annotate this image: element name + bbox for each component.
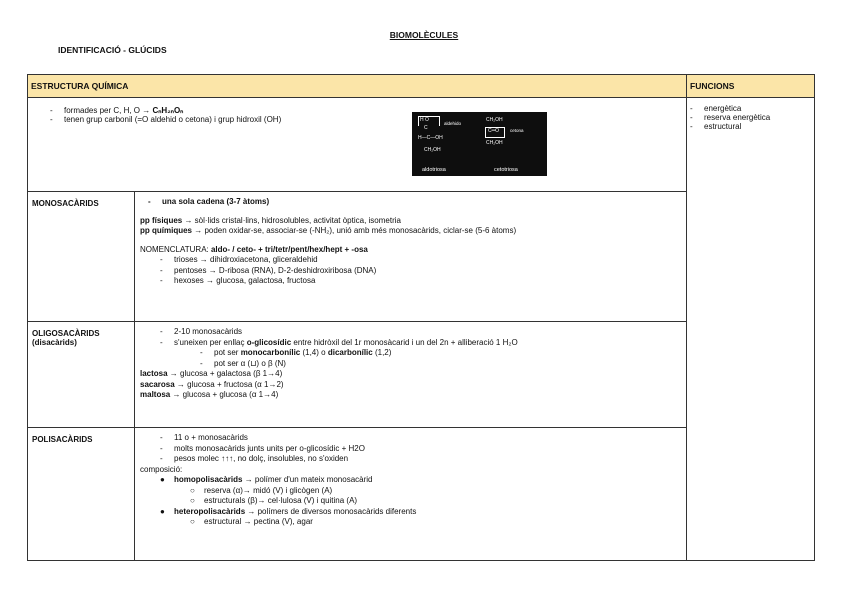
funcio-item: - estructural [690,122,742,131]
monosacarids-section [28,192,686,322]
poli-homo-reserva: ○ reserva (α)→ midó (V) i glicògen (A) [190,485,333,495]
glucids-table [27,74,815,561]
document-subtitle: IDENTIFICACIÓ - GLÚCIDS [58,45,167,55]
poli-hetero: ● heteropolisacàrids → polímers de diversos monosacàrids diferents [160,506,417,516]
keto-row-2: C═O [488,128,500,134]
aldo-row-1: H O [420,117,429,123]
aldotriose-structure [418,116,476,158]
disaccharide-lactosa: lactosa → glucosa + galactosa (β 1→4) [140,369,283,378]
oligo-line-1: - 2-10 monosacàrids [160,327,243,336]
general-section [28,98,686,192]
disaccharide-maltosa: maltosa → glucosa + glucosa (α 1→4) [140,390,279,399]
header-funcions: FUNCIONS [690,81,735,91]
poli-composicio: composició: [140,464,183,474]
oligosacarids-body [135,322,686,427]
list-item: - trioses → dihidroxiacetona, gliceraldehid [160,255,318,264]
oligo-line-4: - pot ser α (⊔) o β (N) [200,358,286,368]
mono-nomenclatura: NOMENCLATURA: aldo- / ceto- + tri/tetr/pent/hex/hept + -osa [140,244,368,254]
general-line-formula: - formades per C, H, O → CₙH₂ₙOₙ [50,106,184,115]
triose-structure-diagram [412,112,547,176]
keto-row-1: CH₂OH [486,117,503,123]
aldo-row-4: CH₂OH [424,147,441,153]
disaccharide-sacarosa: sacarosa → glucosa + fructosa (α 1→2) [140,379,284,389]
list-item: - hexoses → glucosa, galactosa, fructosa [160,276,316,285]
funcions-column [687,98,814,560]
poli-homo: ● homopolisacàrids → polímer d'un mateix monosacàrid [160,475,373,484]
poli-homo-estructurals: ○ estructurals (β)→ cel·lulosa (V) i quitina (A) [190,496,358,505]
polisacarids-label: POLISACÀRIDS [28,428,135,560]
monosacarids-body [135,192,686,321]
poli-line-3: - pesos molec ↑↑↑, no dolç, insolubles, no s'oxiden [160,454,349,463]
general-formula: CₙH₂ₙOₙ [152,106,184,115]
document-title: BIOMOLÈCULES [389,30,459,40]
oligosacarids-section [28,322,686,428]
header-estructura: ESTRUCTURA QUÍMICA [28,75,687,97]
table-body-row [28,98,814,560]
table-header-row [28,75,814,98]
ketone-label: cetona [510,128,524,133]
aldo-row-3: H—C—OH [418,135,443,141]
cetotriose-caption: cetotriosa [494,167,518,173]
mono-line-quimiques: pp químiques → poden oxidar-se, associar-se (-NH₂), unió amb més monosacàrids, ciclar-se (5-6 àtoms) [140,226,517,235]
poli-line-2: - molts monosacàrids junts units per o-glicosídic + H2O [160,443,365,453]
poli-hetero-estructural: ○ estructural → pectina (V), agar [190,517,313,526]
funcio-item: - reserva energètica [690,113,771,122]
aldotriose-caption: aldotriosa [422,167,446,173]
estructura-column [28,98,687,560]
cetotriose-structure [486,116,544,158]
monosacarids-label: MONOSACÀRIDS [28,192,135,321]
polisacarids-body [135,428,686,560]
funcio-item: - energètica [690,104,742,113]
keto-row-3: CH₂OH [486,140,503,146]
mono-line-fisiques: pp físiques → sòl·lids cristal·lins, hidrosolubles, activitat òptica, isometria [140,215,401,225]
aldehyde-label: aldehido [444,121,462,126]
poli-line-1: - 11 o + monosacàrids [160,433,248,442]
mono-line-1: - una sola cadena (3-7 àtoms) [148,197,270,206]
oligo-line-3: - pot ser monocarbonílic (1,4) o dicarbonílic (1,2) [200,348,392,357]
aldo-row-2: C [424,125,428,131]
general-line-groups: - tenen grup carbonil (=O aldehid o cetona) i grup hidroxil (OH) [50,115,282,124]
oligosacarids-label: OLIGOSACÀRIDS (disacàrids) [28,322,135,427]
polisacarids-section [28,428,686,560]
list-item: - pentoses → D-ribosa (RNA), D-2-deshidroxiribosa (DNA) [160,265,377,275]
oligo-line-2: - s'uneixen per enllaç o-glicosídic entre hidròxil del 1r monosàcarid i un del 2n + alliberació 1 H₂O [160,337,518,347]
